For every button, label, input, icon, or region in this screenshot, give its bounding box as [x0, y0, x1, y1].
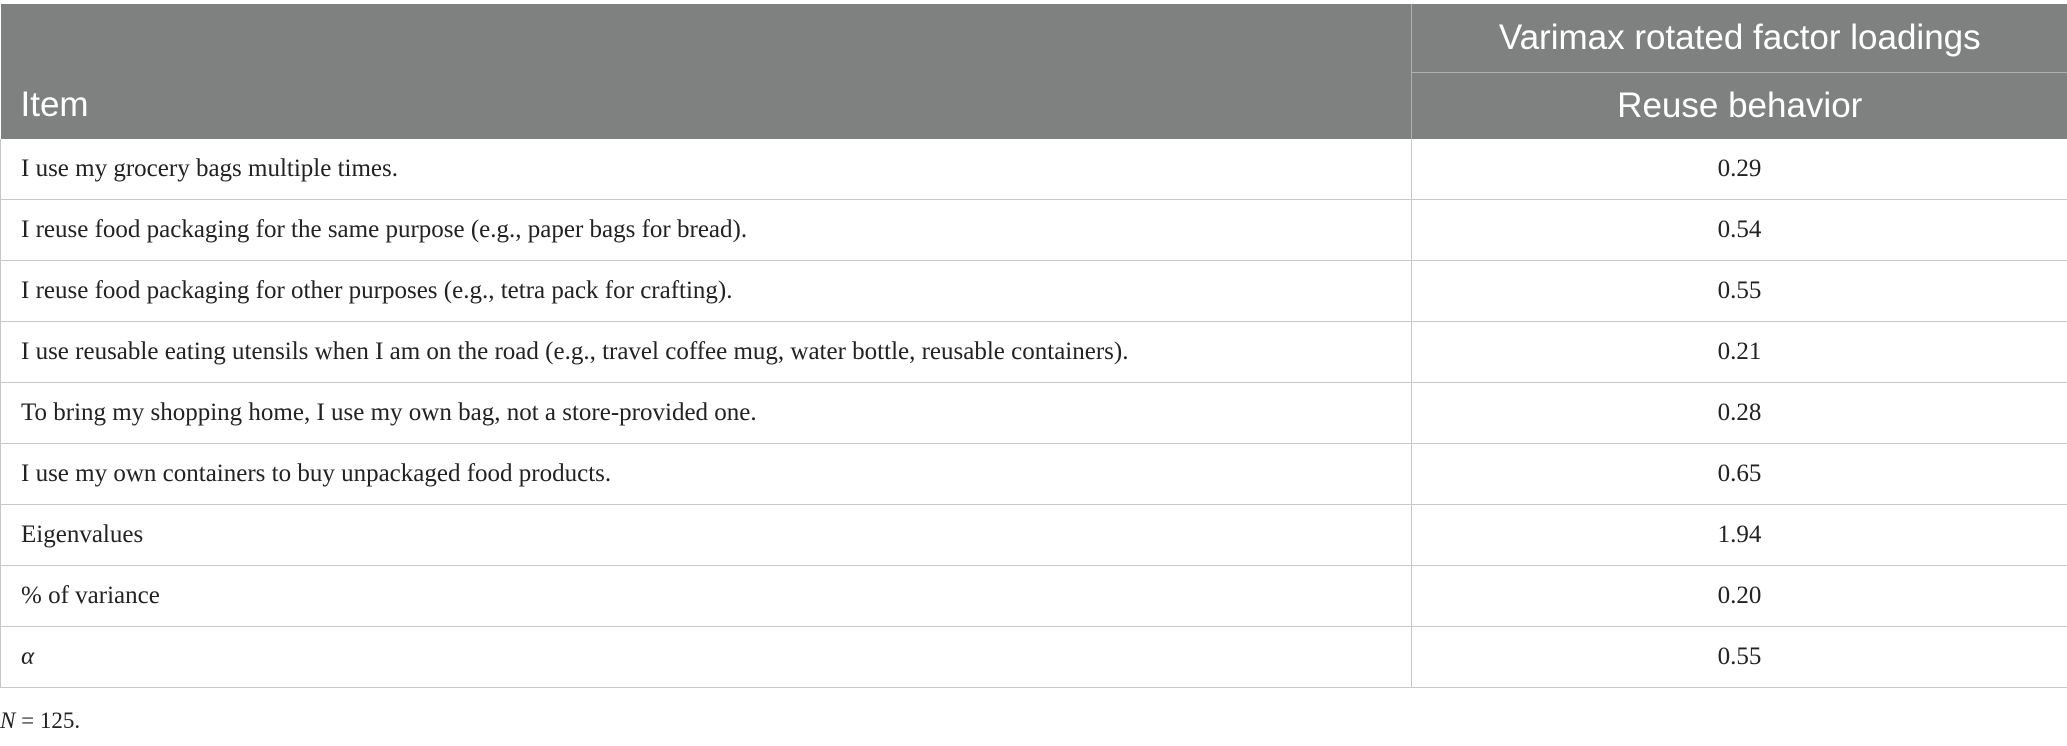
factor-loadings-group-header: Varimax rotated factor loadings — [1412, 4, 2067, 73]
factor-loadings-table — [0, 4, 2067, 688]
eigenvalues-row — [1, 505, 2067, 566]
row-value-cell: 0.28 — [1412, 383, 2067, 444]
row-value-cell: 0.29 — [1412, 139, 2067, 200]
row-item-cell: I reuse food packaging for the same purpose (e.g., paper bags for bread). — [1, 200, 1412, 261]
row-value-cell: 0.54 — [1412, 200, 2067, 261]
table-body — [1, 139, 2067, 688]
variance-label: % of variance — [1, 566, 1412, 627]
table-row — [1, 139, 2067, 200]
sample-size-value: = 125. — [15, 708, 81, 733]
table-row — [1, 200, 2067, 261]
table-row — [1, 444, 2067, 505]
alpha-value: 0.55 — [1412, 627, 2067, 688]
sample-size-symbol: N — [0, 708, 16, 733]
row-item-cell: I use reusable eating utensils when I am on the road (e.g., travel coffee mug, water bottle, reusable containers). — [1, 322, 1412, 383]
alpha-label: α — [1, 627, 1412, 688]
eigenvalues-label: Eigenvalues — [1, 505, 1412, 566]
table-row — [1, 322, 2067, 383]
reuse-behavior-column-header: Reuse behavior — [1412, 73, 2067, 140]
row-item-cell: I use my own containers to buy unpackaged food products. — [1, 444, 1412, 505]
alpha-row — [1, 627, 2067, 688]
item-column-header: Item — [1, 4, 1412, 139]
row-value-cell: 0.65 — [1412, 444, 2067, 505]
table-header — [1, 4, 2067, 139]
row-item-cell: To bring my shopping home, I use my own bag, not a store-provided one. — [1, 383, 1412, 444]
variance-value: 0.20 — [1412, 566, 2067, 627]
table-row — [1, 261, 2067, 322]
variance-row — [1, 566, 2067, 627]
row-value-cell: 0.55 — [1412, 261, 2067, 322]
table-row — [1, 383, 2067, 444]
row-item-cell: I use my grocery bags multiple times. — [1, 139, 1412, 200]
eigenvalues-value: 1.94 — [1412, 505, 2067, 566]
factor-loadings-table-container — [0, 4, 2067, 688]
row-value-cell: 0.21 — [1412, 322, 2067, 383]
header-row-top — [1, 4, 2067, 73]
row-item-cell: I reuse food packaging for other purposes (e.g., tetra pack for crafting). — [1, 261, 1412, 322]
sample-size-footnote — [0, 708, 80, 734]
